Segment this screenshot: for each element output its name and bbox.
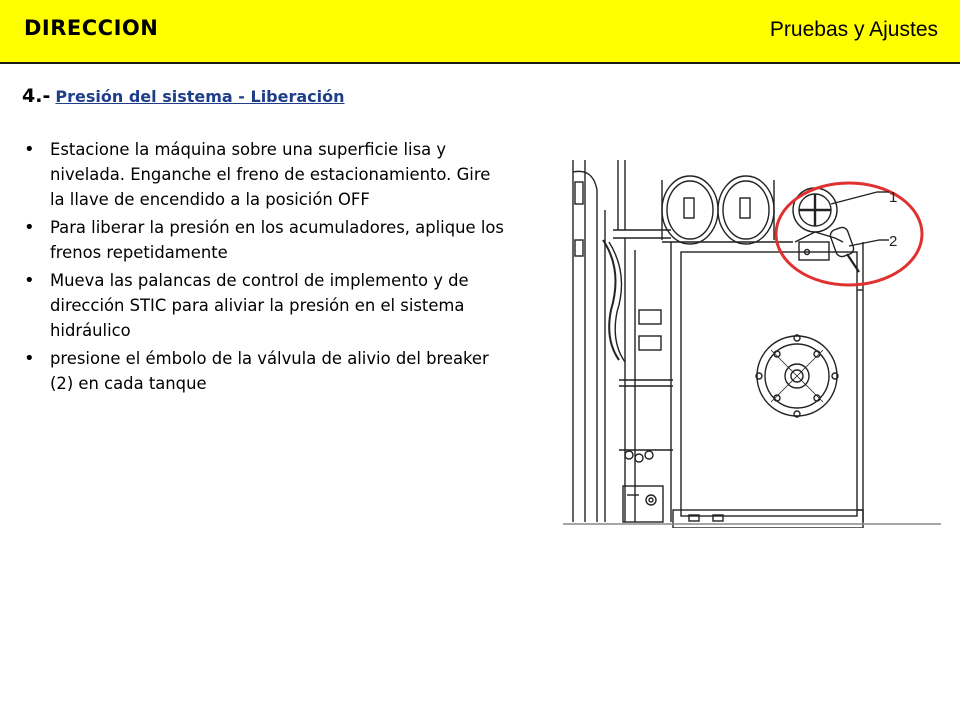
section-title: Presión del sistema - Liberación (55, 87, 345, 106)
header-bar (0, 0, 960, 64)
header-subtitle: Pruebas y Ajustes (769, 18, 938, 41)
callout-label-2: 2 (889, 233, 898, 250)
callout-leaders (831, 192, 889, 246)
pump-cover (756, 335, 838, 417)
section-number: 4.- (22, 85, 51, 107)
section-heading (22, 85, 345, 107)
left-frame-lines (573, 160, 673, 522)
breaker-valve-assembly (793, 188, 859, 272)
header-title: DIRECCION (24, 16, 159, 40)
callout-label-1: 1 (889, 189, 898, 206)
list-item: • Para liberar la presión en los acumuladores, aplique los frenos repetidamente (20, 215, 510, 265)
list-item: • Mueva las palancas de control de implemento y de dirección STIC para aliviar la presión en el sistema hidráulico (20, 268, 510, 343)
instruction-list (20, 137, 510, 399)
machine-diagram (563, 150, 941, 528)
list-item: • Estacione la máquina sobre una superficie lisa y nivelada. Enganche el freno de estacionamiento. Gire la llave de encendido a la posición OFF (20, 137, 510, 212)
accumulator-tanks (662, 176, 793, 244)
list-item: • presione el émbolo de la válvula de alivio del breaker (2) en cada tanque (20, 346, 510, 396)
